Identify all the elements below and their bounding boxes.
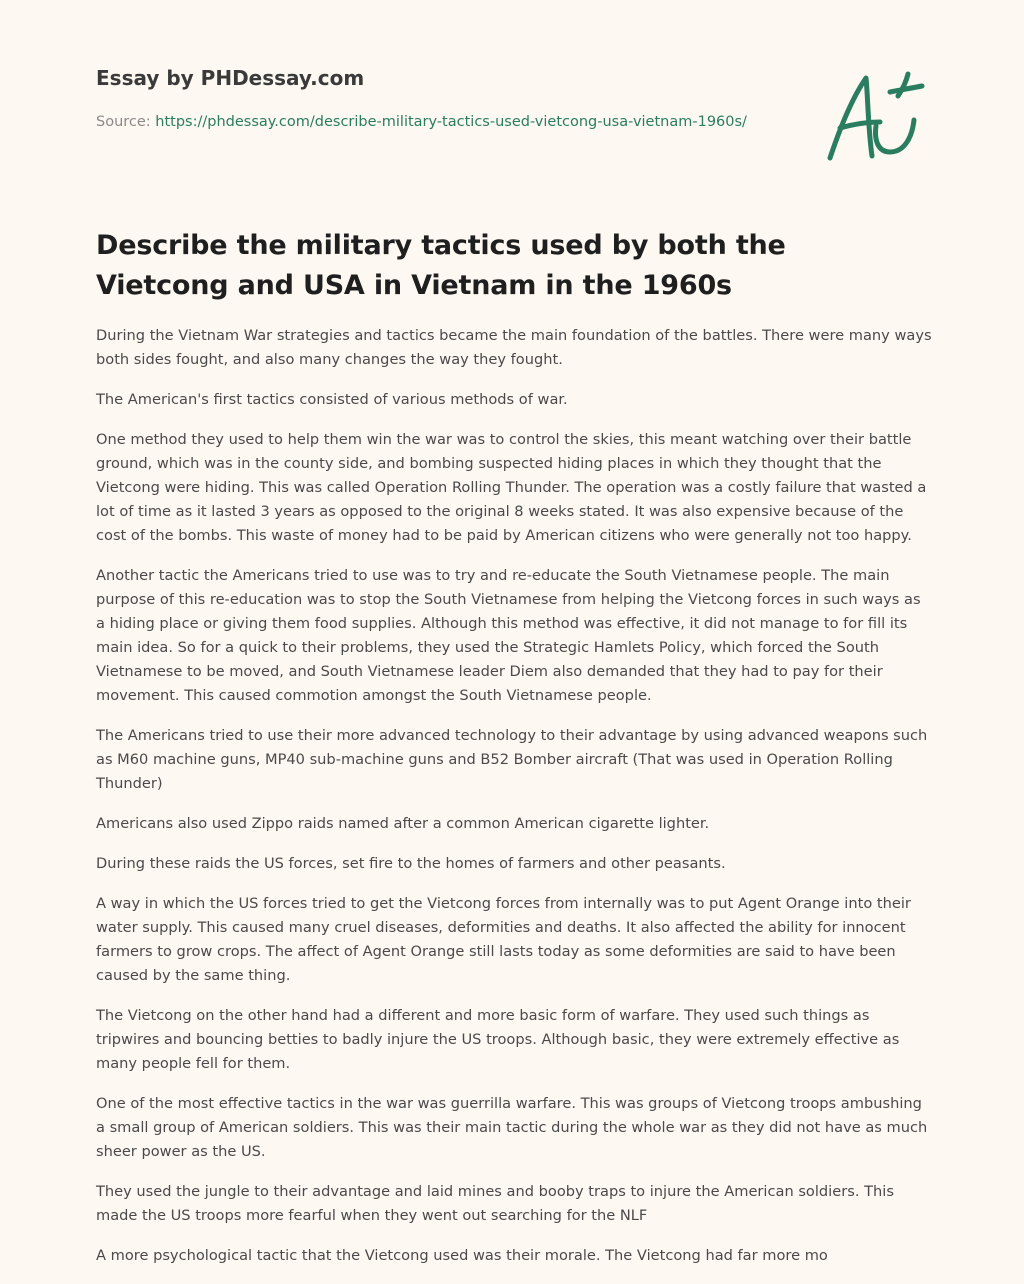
paragraph: The Vietcong on the other hand had a different and more basic form of warfare. They used such things as tripwires and bouncing betties to badly injure the US troops. Although basic, they were extremely effective as many people fell for them. (96, 1007, 900, 1072)
paragraph: A more psychological tactic that the Vietcong used was their morale. The Vietcong had far more mo (96, 1247, 828, 1264)
source-link[interactable]: https://phdessay.com/describe-military-tactics-used-vietcong-usa-vietnam-1960s/ (155, 114, 747, 130)
article-title: Describe the military tactics used by both the Vietcong and USA in Vietnam in the 1960s (96, 230, 786, 301)
a-plus-logo-icon (822, 68, 930, 168)
article-body (96, 324, 932, 1284)
paragraph: The American's first tactics consisted of various methods of war. (96, 391, 568, 408)
paragraph: During these raids the US forces, set fire to the homes of farmers and other peasants. (96, 855, 726, 872)
paragraph: A way in which the US forces tried to get the Vietcong forces from internally was to put Agent Orange into their water supply. This caused many cruel diseases, deformities and deaths. It also affected the ability for innocent farmers to grow crops. The affect of Agent Orange still lasts today as some deformities are said to have been caused by the same thing. (96, 895, 911, 984)
source-line (96, 110, 816, 134)
paragraph: They used the jungle to their advantage and laid mines and booby traps to injure the American soldiers. This made the US troops more fearful when they went out searching for the NLF (96, 1183, 894, 1224)
source-label: Source: (96, 114, 156, 130)
paragraph: One method they used to help them win the war was to control the skies, this meant watching over their battle ground, which was in the county side, and bombing suspected hiding places in which they thought that the Vietcong were hiding. This was called Operation Rolling Thunder. The operation was a costly failure that wasted a lot of time as it lasted 3 years as opposed to the original 8 weeks stated. It was also expensive because of the cost of the bombs. This waste of money had to be paid by American citizens who were generally not too happy. (96, 431, 927, 544)
paragraph: The Americans tried to use their more advanced technology to their advantage by using advanced weapons such as M60 machine guns, MP40 sub-machine guns and B52 Bomber aircraft (That was used in Operation Rolling Thunder) (96, 727, 928, 792)
paragraph: Another tactic the Americans tried to use was to try and re-educate the South Vietnamese people. The main purpose of this re-education was to stop the South Vietnamese from helping the Vietcong forces in such ways as a hiding place or giving them food supplies. Although this method was effective, it did not manage to for fill its main idea. So for a quick to their problems, they used the Strategic Hamlets Policy, which forced the South Vietnamese to be moved, and South Vietnamese leader Diem also demanded that they had to pay for their movement. This caused commotion amongst the South Vietnamese people. (96, 567, 921, 704)
page-header (96, 64, 816, 134)
paragraph: One of the most effective tactics in the war was guerrilla warfare. This was groups of Vietcong troops ambushing a small group of American soldiers. This was their main tactic during the whole war as they did not have as much sheer power as the US. (96, 1095, 928, 1160)
site-brand: Essay by PHDessay.com (96, 66, 365, 90)
paragraph: During the Vietnam War strategies and tactics became the main foundation of the battles. There were many ways both sides fought, and also many changes the way they fought. (96, 327, 932, 368)
paragraph: Americans also used Zippo raids named after a common American cigarette lighter. (96, 815, 710, 832)
